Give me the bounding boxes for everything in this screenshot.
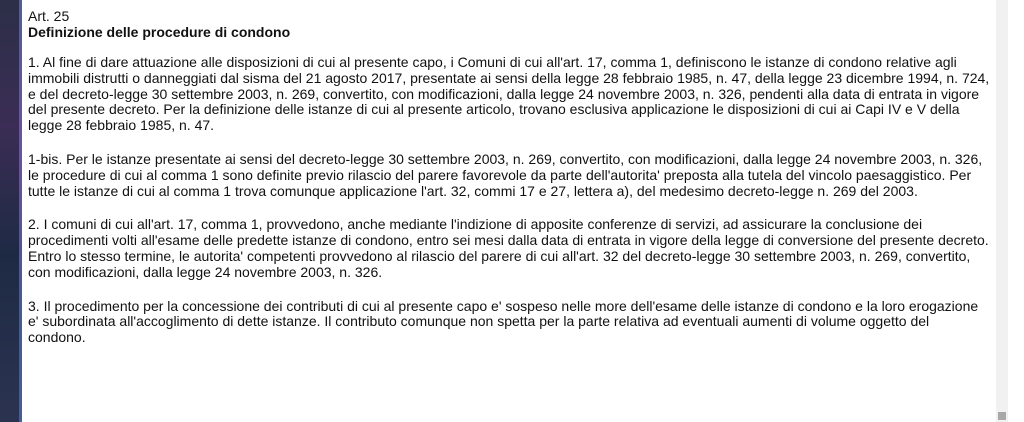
paragraph-2: 2. I comuni di cui all'art. 17, comma 1, provvedono, anche mediante l'indizione di apposite conferenze di servizi, ad assicurare la conclusione dei procedimenti volti all'esame delle predette istanze di condono, entro sei mesi dalla data di entrata in vigore della legge di conversione del presente decreto. Entro lo stesso termine, le autorita' competenti provvedono al rilascio del parere di cui all'art. 32 del decreto-legge 30 settembre 2003, n. 269, convertito, con modificazioni, dalla legge 24 novembre 2003, n. 326. (28, 216, 989, 280)
article-content (28, 9, 990, 422)
vertical-scrollbar[interactable] (996, 0, 1008, 422)
paragraph-3: 3. Il procedimento per la concessione dei contributi di cui al presente capo e' sospeso nelle more dell'esame delle istanze di condono e la loro erogazione e' subordinata all'accoglimento di dette istanze. Il contributo comunque non spetta per la parte relativa ad eventuali aumenti di volume oggetto del condono. (28, 297, 979, 346)
right-edge (1008, 0, 1024, 422)
paragraph-1-bis: 1-bis. Per le istanze presentate ai sensi del decreto-legge 30 settembre 2003, n. 269, convertito, con modificazioni, dalla legge 24 novembre 2003, n. 326, le procedure di cui al comma 1 sono definite previo rilascio del parere favorevole da parte dell'autorita' preposta alla tutela del vincolo paesaggistico. Per tutte le istanze di cui al comma 1 trova comunque applicazione l'art. 32, commi 17 e 27, lettera a), del medesimo decreto-legge n. 269 del 2003. (28, 150, 983, 199)
paragraph-1: 1. Al fine di dare attuazione alle disposizioni di cui al presente capo, i Comuni di cui all'art. 17, comma 1, definiscono le istanze di condono relative agli immobili distrutti o danneggiati dal sisma del 21 agosto 2017, presentate ai sensi della legge 28 febbraio 1985, n. 47, della legge 23 dicembre 1994, n. 724, e del decreto-legge 30 settembre 2003, n. 269, convertito, con modificazioni, dalla legge 24 novembre 2003, n. 326, pendenti alla data di entrata in vigore del presente decreto. Per la definizione delle istanze di cui al presente articolo, trovano esclusiva applicazione le disposizioni di cui ai Capi IV e V della legge 28 febbraio 1985, n. 47. (28, 54, 990, 134)
article-title: Definizione delle procedure di condono (28, 24, 291, 40)
scroll-down-icon[interactable] (998, 412, 1006, 420)
article-number: Art. 25 (28, 9, 70, 24)
left-decorative-strip (0, 0, 22, 422)
scrollbar-thumb[interactable] (998, 0, 1006, 400)
